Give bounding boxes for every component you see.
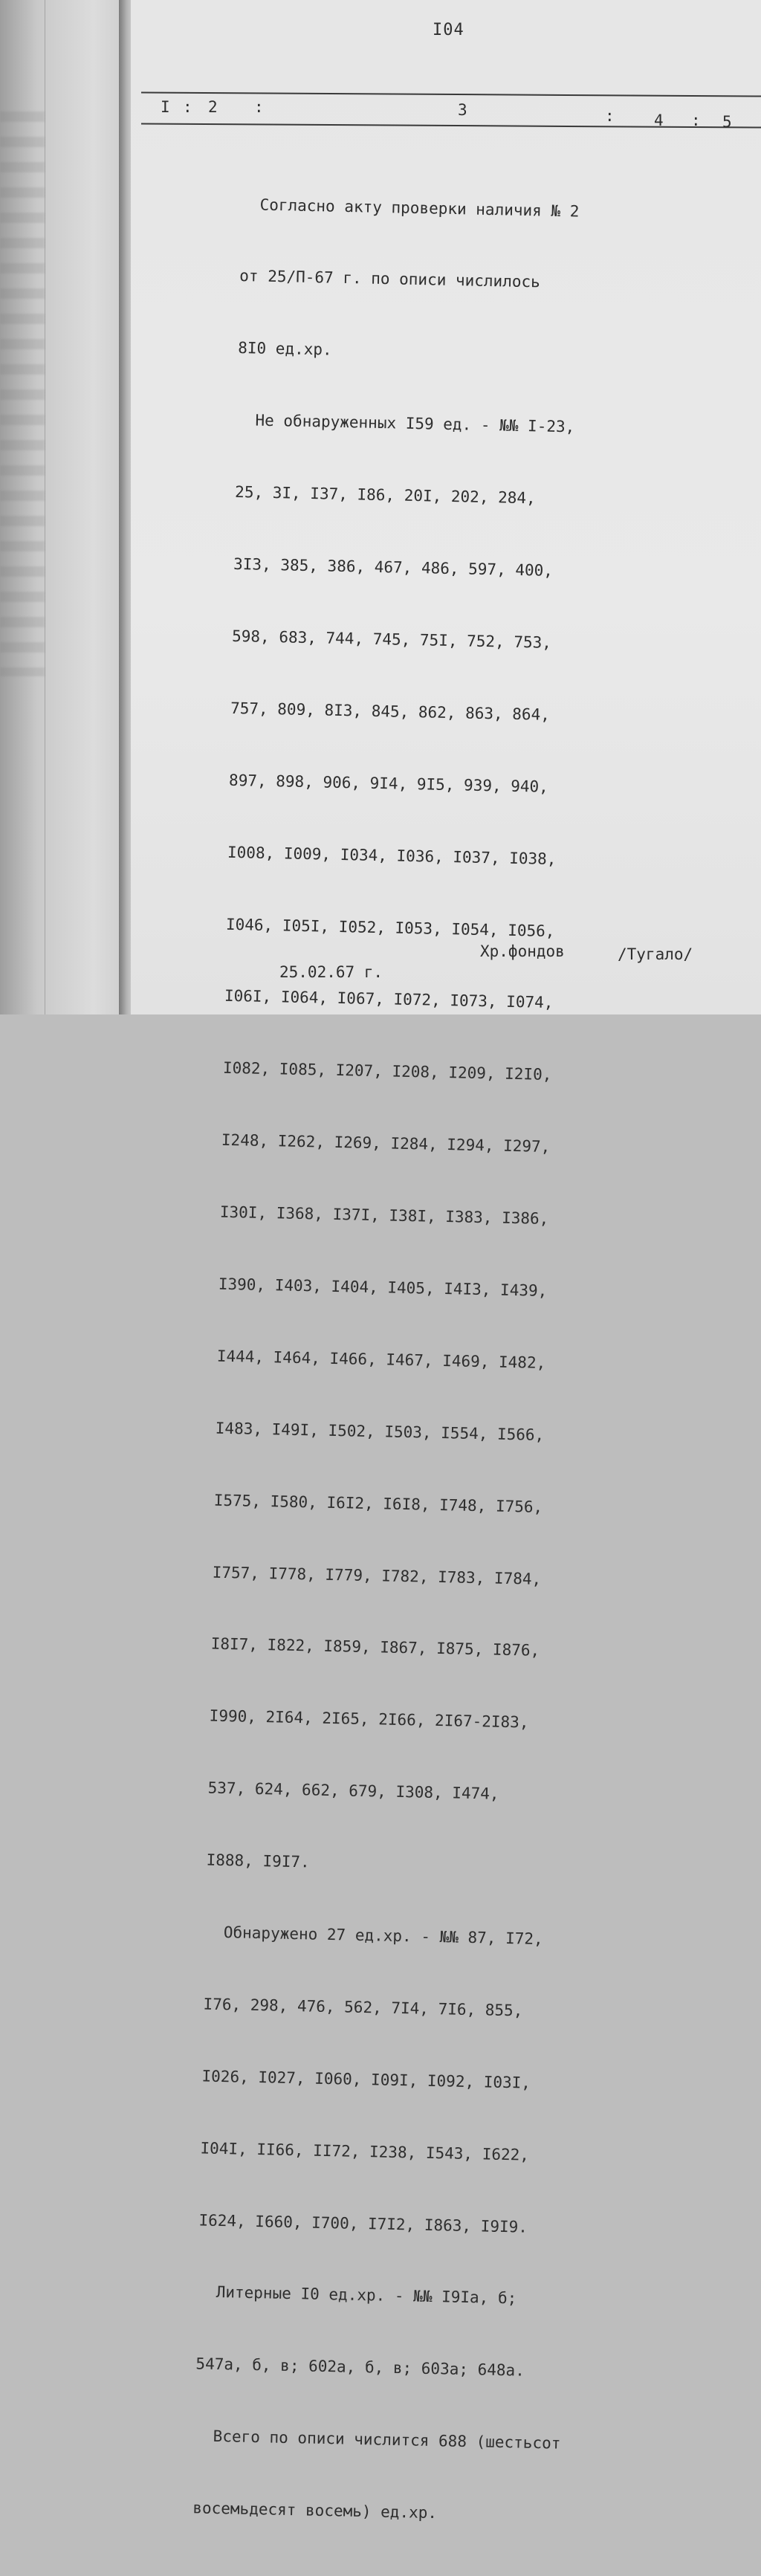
- column-separator: :: [605, 107, 615, 125]
- column-separator: :: [183, 98, 192, 116]
- column-separator: :: [691, 111, 701, 129]
- body-line: 757, 809, 8I3, 845, 862, 863, 864,: [230, 699, 551, 724]
- table-header-rule-bottom: [141, 123, 761, 128]
- column-separator: :: [254, 98, 264, 116]
- body-line: I082, I085, I207, I208, I209, I2I0,: [222, 1059, 552, 1084]
- body-line: Не обнаруженных I59 ед. - №№ I-23,: [236, 411, 575, 436]
- body-line: Литерные I0 ед.хр. - №№ I9Iа, б;: [197, 2282, 517, 2308]
- body-line: Согласно акту проверки наличия № 2: [241, 195, 580, 221]
- body-line: Обнаружено 27 ед.хр. - №№ 87, I72,: [204, 1923, 543, 1948]
- document-date: 25.02.67 г.: [279, 963, 383, 981]
- body-line: I76, 298, 476, 562, 7I4, 7I6, 855,: [203, 1995, 523, 2020]
- body-line: 897, 898, 906, 9I4, 9I5, 939, 940,: [228, 771, 549, 796]
- body-line: Всего по описи числится 688 (шестьсот: [194, 2427, 561, 2453]
- body-line: I8I7, I822, I859, I867, I875, I876,: [210, 1634, 540, 1660]
- body-line: I06I, I064, I067, I072, I073, I074,: [224, 987, 554, 1012]
- body-line: 25, 3I, I37, I86, 20I, 202, 284,: [234, 483, 536, 508]
- body-line: I990, 2I64, 2I65, 2I66, 2I67-2I83,: [209, 1706, 529, 1732]
- body-line: от 25/П-67 г. по описи числилось: [239, 267, 541, 291]
- body-line: I483, I49I, I502, I503, I554, I566,: [215, 1419, 545, 1444]
- column-number-4: 4: [654, 111, 664, 129]
- signer-role: Хр.фондов: [480, 942, 565, 960]
- column-number-3: 3: [458, 101, 467, 119]
- body-line: I624, I660, I700, I7I2, I863, I9I9.: [198, 2210, 528, 2236]
- body-line: 3I3, 385, 386, 467, 486, 597, 400,: [233, 554, 554, 580]
- body-line: 547а, б, в; 602а, б, в; 603а; 648а.: [195, 2355, 525, 2380]
- body-line: восемьдесят восемь) ед.хр.: [192, 2499, 438, 2522]
- body-line: I026, I027, I060, I09I, I092, I03I,: [201, 2067, 531, 2092]
- column-number-5: 5: [722, 113, 732, 131]
- signer-name: /Тугало/: [618, 945, 693, 963]
- body-line: 8I0 ед.хр.: [238, 339, 332, 359]
- body-line: I575, I580, I6I2, I6I8, I748, I756,: [213, 1491, 543, 1516]
- bleed-through-text: [0, 111, 45, 676]
- left-page-edge: [0, 0, 125, 1014]
- table-header-rule-top: [141, 91, 761, 97]
- body-line: I390, I403, I404, I405, I4I3, I439,: [218, 1275, 548, 1300]
- body-line: I04I, II66, II72, I238, I543, I622,: [200, 2139, 530, 2164]
- body-line: I30I, I368, I37I, I38I, I383, I386,: [219, 1203, 549, 1229]
- body-line: I444, I464, I466, I467, I469, I482,: [216, 1347, 546, 1372]
- body-line: I248, I262, I269, I284, I294, I297,: [221, 1130, 551, 1156]
- body-line: I757, I778, I779, I782, I783, I784,: [212, 1563, 542, 1588]
- body-line: I046, I05I, I052, I053, I054, I056,: [225, 915, 555, 940]
- page-number: I04: [433, 21, 464, 39]
- body-line: I008, I009, I034, I036, I037, I038,: [227, 843, 557, 868]
- column-number-1: I: [161, 98, 170, 116]
- body-line: I888, I9I7.: [206, 1851, 310, 1871]
- body-line: 537, 624, 662, 679, I308, I474,: [207, 1779, 499, 1803]
- document-page: [131, 0, 761, 2522]
- column-number-2: 2: [208, 98, 218, 116]
- document-body-text: [192, 144, 629, 2576]
- body-line: 598, 683, 744, 745, 75I, 752, 753,: [231, 627, 552, 652]
